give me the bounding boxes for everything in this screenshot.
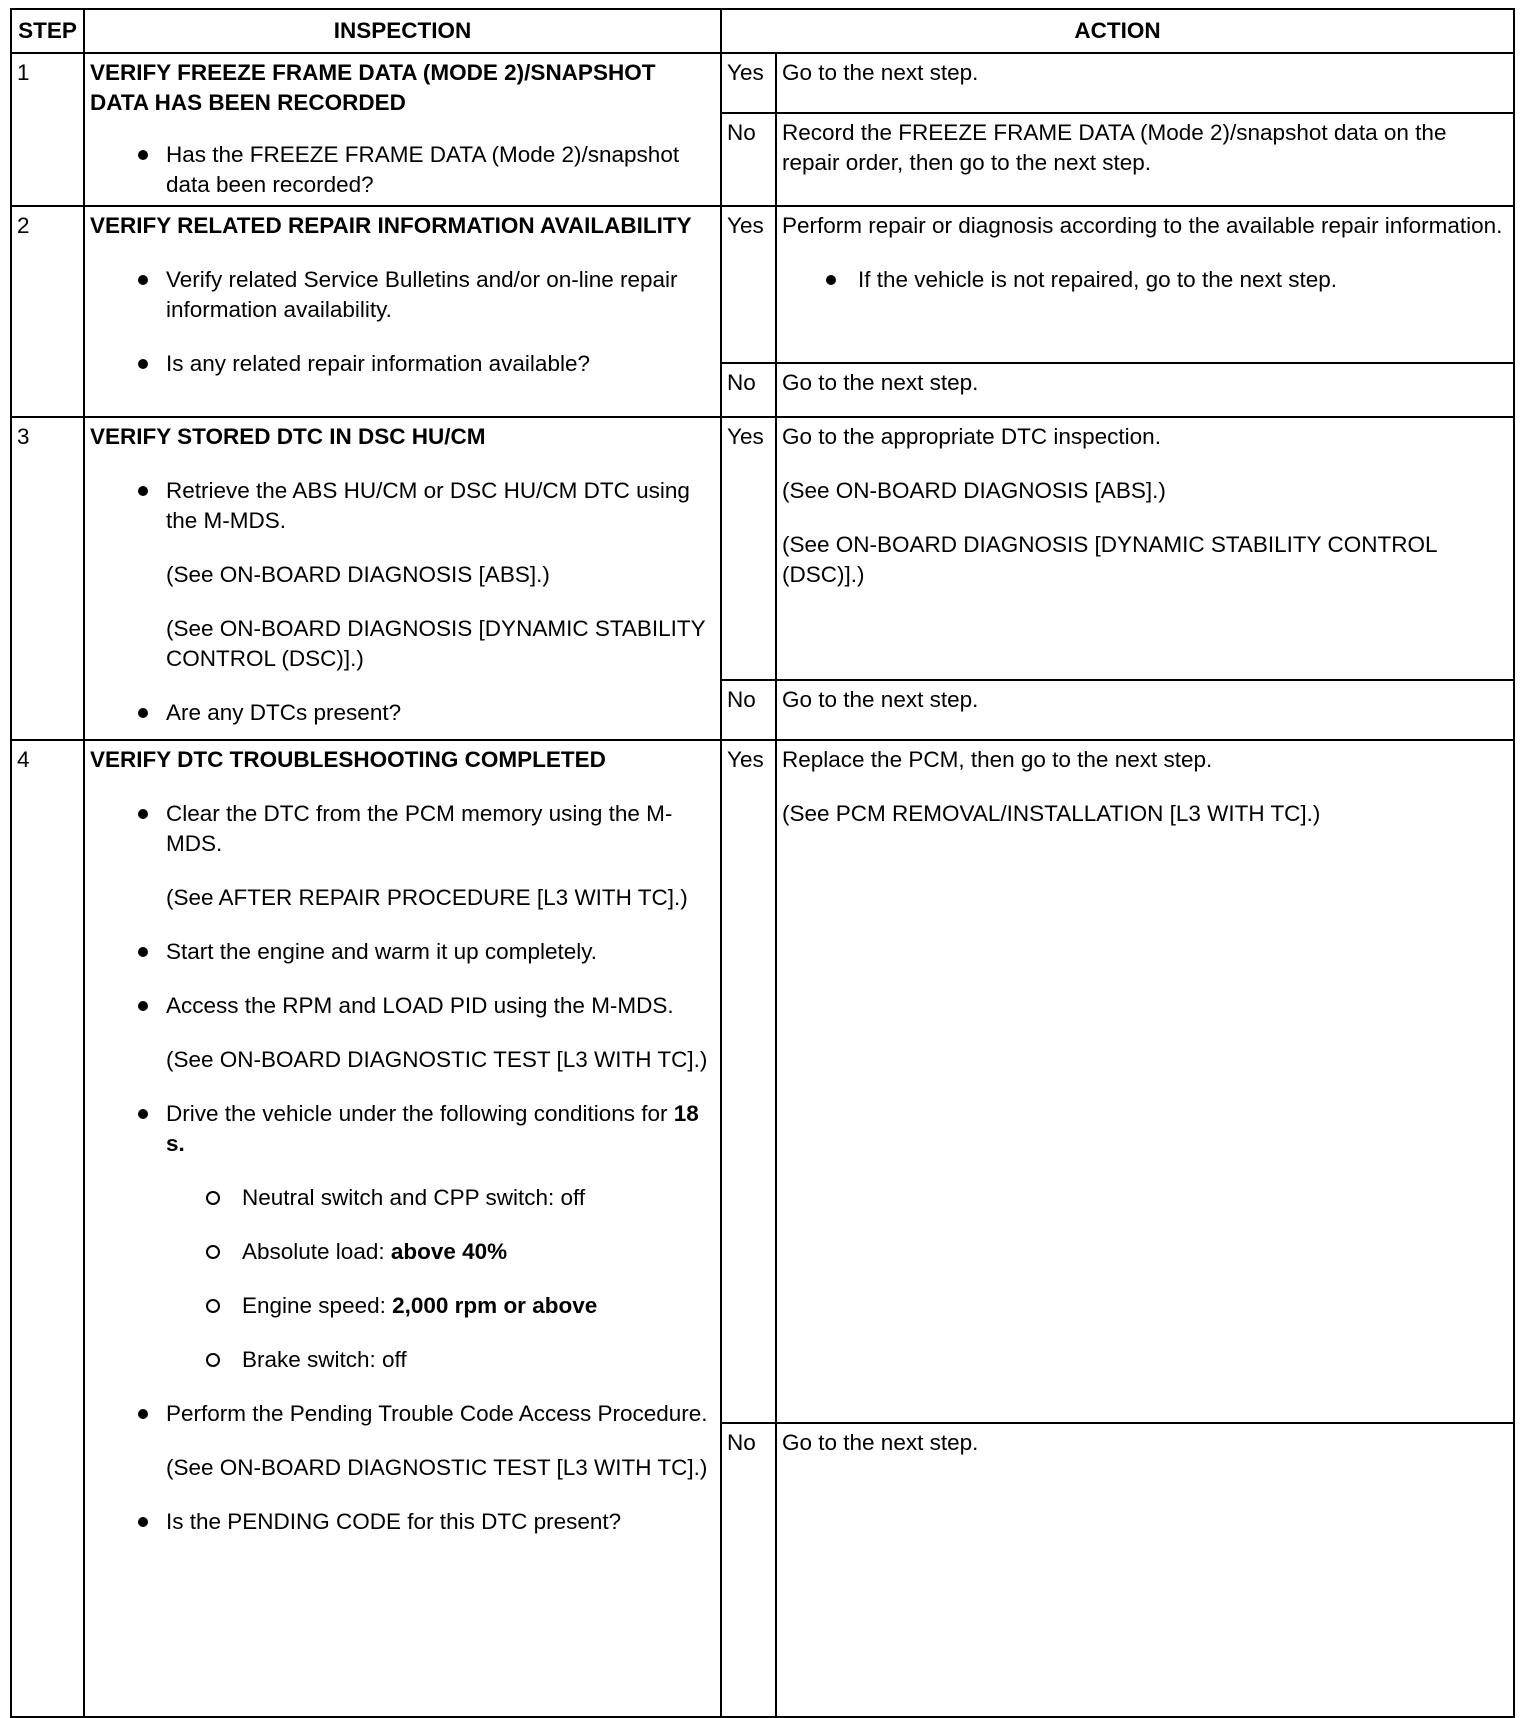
step-inspection xyxy=(84,417,721,740)
condition-item xyxy=(166,1237,715,1267)
step-number: 3 xyxy=(11,417,84,740)
action-text: Go to the appropriate DTC inspection. xyxy=(782,424,1161,449)
condition-value: above 40% xyxy=(390,1239,508,1264)
inspection-bullet xyxy=(90,698,715,728)
inspection-text: Clear the DTC from the PCM memory using the M-MDS. xyxy=(166,801,673,856)
inspection-text: Is any related repair information available? xyxy=(166,351,590,376)
no-label: No xyxy=(721,113,776,206)
inspection-text: Verify related Service Bulletins and/or on-line repair information availability. xyxy=(166,267,678,322)
step-title: VERIFY RELATED REPAIR INFORMATION AVAILABILITY xyxy=(90,213,692,238)
reference-text: (See PCM REMOVAL/INSTALLATION [L3 WITH TC].) xyxy=(782,801,1321,826)
reference-text: (See AFTER REPAIR PROCEDURE [L3 WITH TC].) xyxy=(166,885,688,910)
header-row xyxy=(11,9,1514,53)
step-inspection xyxy=(84,53,721,206)
reference-text: (See ON-BOARD DIAGNOSIS [ABS].) xyxy=(782,478,1166,503)
inspection-text: Has the FREEZE FRAME DATA (Mode 2)/snapshot data been recorded? xyxy=(166,142,680,197)
step-title: VERIFY DTC TROUBLESHOOTING COMPLETED xyxy=(90,747,606,772)
inspection-text: Are any DTCs present? xyxy=(166,700,402,725)
inspection-bullet xyxy=(90,349,715,379)
action-text: Go to the next step. xyxy=(782,370,979,395)
header-inspection: INSPECTION xyxy=(84,9,721,53)
no-label: No xyxy=(721,680,776,740)
inspection-bullet xyxy=(90,1399,715,1483)
action-text: Go to the next step. xyxy=(782,687,979,712)
condition-item xyxy=(166,1291,715,1321)
condition-text: Neutral switch and CPP switch: off xyxy=(242,1185,586,1210)
inspection-text: Perform the Pending Trouble Code Access Procedure. xyxy=(166,1401,708,1426)
step-title: VERIFY FREEZE FRAME DATA (MODE 2)/SNAPSHOT DATA HAS BEEN RECORDED xyxy=(90,60,656,115)
reference-text: (See ON-BOARD DIAGNOSIS [ABS].) xyxy=(166,562,550,587)
step-number: 4 xyxy=(11,740,84,1717)
inspection-text: Start the engine and warm it up completely. xyxy=(166,939,598,964)
yes-action xyxy=(776,53,1514,113)
condition-value: 2,000 rpm or above xyxy=(392,1293,598,1318)
condition-item xyxy=(166,1345,715,1375)
no-action xyxy=(776,363,1514,417)
yes-label: Yes xyxy=(721,53,776,113)
inspection-bullet xyxy=(90,1099,715,1375)
yes-label: Yes xyxy=(721,206,776,363)
yes-action xyxy=(776,206,1514,363)
conditions-list xyxy=(166,1183,715,1375)
condition-text: Absolute load: xyxy=(242,1239,391,1264)
yes-action xyxy=(776,740,1514,1423)
inspection-bullet xyxy=(90,991,715,1075)
header-action: ACTION xyxy=(721,9,1514,53)
no-action xyxy=(776,680,1514,740)
step-number: 1 xyxy=(11,53,84,206)
step-number: 2 xyxy=(11,206,84,417)
step-inspection xyxy=(84,740,721,1717)
inspection-text xyxy=(166,1099,715,1159)
step-inspection xyxy=(84,206,721,417)
action-text: Record the FREEZE FRAME DATA (Mode 2)/snapshot data on the repair order, then go to the next step. xyxy=(782,119,1447,175)
no-label: No xyxy=(721,1423,776,1717)
inspection-text-post: . xyxy=(178,1131,185,1156)
action-text: Go to the next step. xyxy=(782,1430,979,1455)
inspection-bullet xyxy=(90,799,715,913)
inspection-bullet xyxy=(90,937,715,967)
action-bullet: If the vehicle is not repaired, go to the next step. xyxy=(782,265,1508,295)
reference-text: (See ON-BOARD DIAGNOSTIC TEST [L3 WITH TC].) xyxy=(166,1455,708,1480)
duration-value: 18 s xyxy=(166,1101,699,1156)
reference-text: (See ON-BOARD DIAGNOSTIC TEST [L3 WITH TC].) xyxy=(166,1047,708,1072)
inspection-text: Is the PENDING CODE for this DTC present? xyxy=(166,1509,622,1534)
inspection-bullet xyxy=(90,1507,715,1537)
inspection-bullet xyxy=(90,265,715,325)
condition-text: Brake switch: off xyxy=(242,1347,407,1372)
diagnostic-table xyxy=(10,8,1515,1718)
inspection-text: Access the RPM and LOAD PID using the M-MDS. xyxy=(166,993,674,1018)
condition-item xyxy=(166,1183,715,1213)
yes-label: Yes xyxy=(721,740,776,1423)
no-action xyxy=(776,113,1514,206)
no-label: No xyxy=(721,363,776,417)
step-1-row-yes xyxy=(11,53,1514,113)
inspection-bullet xyxy=(90,140,715,200)
step-3-row-yes xyxy=(11,417,1514,680)
step-2-row-yes xyxy=(11,206,1514,363)
action-text: Perform repair or diagnosis according to the available repair information. xyxy=(782,213,1503,238)
yes-label: Yes xyxy=(721,417,776,680)
inspection-bullet xyxy=(90,476,715,674)
no-action xyxy=(776,1423,1514,1717)
inspection-text: Retrieve the ABS HU/CM or DSC HU/CM DTC using the M-MDS. xyxy=(166,478,690,533)
step-4-row-yes xyxy=(11,740,1514,1423)
action-text: Go to the next step. xyxy=(782,60,979,85)
step-title: VERIFY STORED DTC IN DSC HU/CM xyxy=(90,424,486,449)
reference-text: (See ON-BOARD DIAGNOSIS [DYNAMIC STABILITY CONTROL (DSC)].) xyxy=(782,532,1437,587)
condition-text: Engine speed: xyxy=(242,1293,393,1318)
inspection-text-pre: Drive the vehicle under the following conditions for xyxy=(166,1101,674,1126)
action-text: Replace the PCM, then go to the next step. xyxy=(782,747,1213,772)
header-step: STEP xyxy=(11,9,84,53)
reference-text: (See ON-BOARD DIAGNOSIS [DYNAMIC STABILITY CONTROL (DSC)].) xyxy=(166,616,706,671)
yes-action xyxy=(776,417,1514,680)
